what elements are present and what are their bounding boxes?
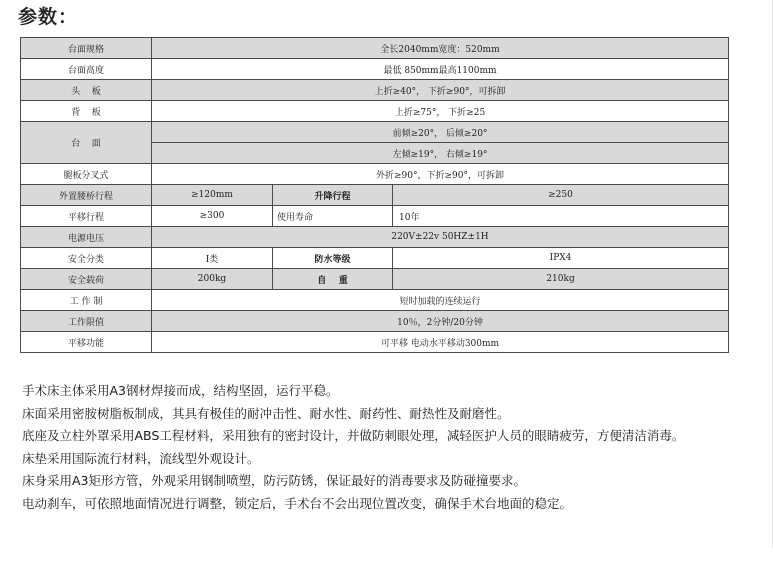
row-label: 头 板 (21, 80, 152, 101)
row-sublabel: 使用寿命 (273, 206, 393, 227)
row-value: 全长2040mm宽度：520mm (152, 38, 729, 59)
table-row (21, 290, 729, 311)
row-value: 200kg (152, 269, 273, 290)
row-value: 左倾≥19°， 右倾≥19° (152, 143, 729, 164)
row-sublabel: 防水等级 (273, 248, 393, 269)
row-value: 上折≥40°， 下折≥90°，可拆卸 (152, 80, 729, 101)
row-value: 10％，2分钟/20分钟 (152, 311, 729, 332)
table-row (21, 101, 729, 122)
row-value: 上折≥75°， 下折≥25 (152, 101, 729, 122)
description-line: 底座及立柱外罩采用ABS工程材料，采用独有的密封设计，并做防刺眼处理，减轻医护人员的眼睛疲劳，方便清洁消毒。 (22, 428, 685, 443)
row-value: 10年 (393, 206, 729, 227)
table-row (21, 38, 729, 59)
row-label: 电源电压 (21, 227, 152, 248)
row-value: I类 (152, 248, 273, 269)
spec-table (20, 37, 729, 353)
row-sublabel: 自 重 (273, 269, 393, 290)
row-value: 220V±22v 50HZ±1H (152, 227, 729, 248)
row-value: 210kg (393, 269, 729, 290)
table-row (21, 269, 729, 290)
row-label: 安全分类 (21, 248, 152, 269)
description-line: 电动刹车，可依照地面情况进行调整，锁定后，手术台不会出现位置改变，确保手术台地面的稳定。 (22, 495, 573, 511)
table-row (21, 122, 729, 143)
table-row (21, 185, 729, 206)
row-value: ≥300 (152, 206, 273, 227)
row-label: 安全载荷 (21, 269, 152, 290)
table-row (21, 227, 729, 248)
description (22, 380, 757, 515)
row-value: IPX4 (393, 248, 729, 269)
table-row (21, 332, 729, 353)
table-row (21, 59, 729, 80)
row-value: 前倾≥20°， 后倾≥20° (152, 122, 729, 143)
row-label: 背 板 (21, 101, 152, 122)
row-label: 台面规格 (21, 38, 152, 59)
row-value: 短时加载的连续运行 (152, 290, 729, 311)
row-label: 腿板分叉式 (21, 164, 152, 185)
row-label: 工 作 制 (21, 290, 152, 311)
row-value: ≥120mm (152, 185, 273, 206)
row-label: 台 面 (21, 122, 152, 164)
table-row (21, 311, 729, 332)
table-row (21, 206, 729, 227)
description-line: 床身采用A3矩形方管，外观采用钢制喷塑，防污防锈，保证最好的消毒要求及防碰撞要求。 (22, 473, 527, 488)
row-value: 最低 850mm最高1100mm (152, 59, 729, 80)
row-label: 工作限值 (21, 311, 152, 332)
row-label: 外置腰桥行程 (21, 185, 152, 206)
row-label: 平移功能 (21, 332, 152, 353)
row-value: ≥250 (393, 185, 729, 206)
page-title: 参数： (18, 6, 79, 28)
table-row (21, 164, 729, 185)
row-label: 台面高度 (21, 59, 152, 80)
table-row (21, 80, 729, 101)
row-value: 可平移 电动水平移动300mm (152, 332, 729, 353)
row-label: 平移行程 (21, 206, 152, 227)
description-line: 床面采用密胺树脂板制成，其具有极佳的耐冲击性、耐水性、耐药性、耐热性及耐磨性。 (22, 405, 510, 421)
description-line: 床垫采用国际流行材料，流线型外观设计。 (22, 450, 260, 466)
row-value: 外折≥90°，下折≥90°，可拆卸 (152, 164, 729, 185)
row-sublabel: 升降行程 (273, 185, 393, 206)
description-line: 手术床主体采用A3钢材焊接而成，结构坚固，运行平稳。 (22, 383, 339, 398)
table-row (21, 248, 729, 269)
